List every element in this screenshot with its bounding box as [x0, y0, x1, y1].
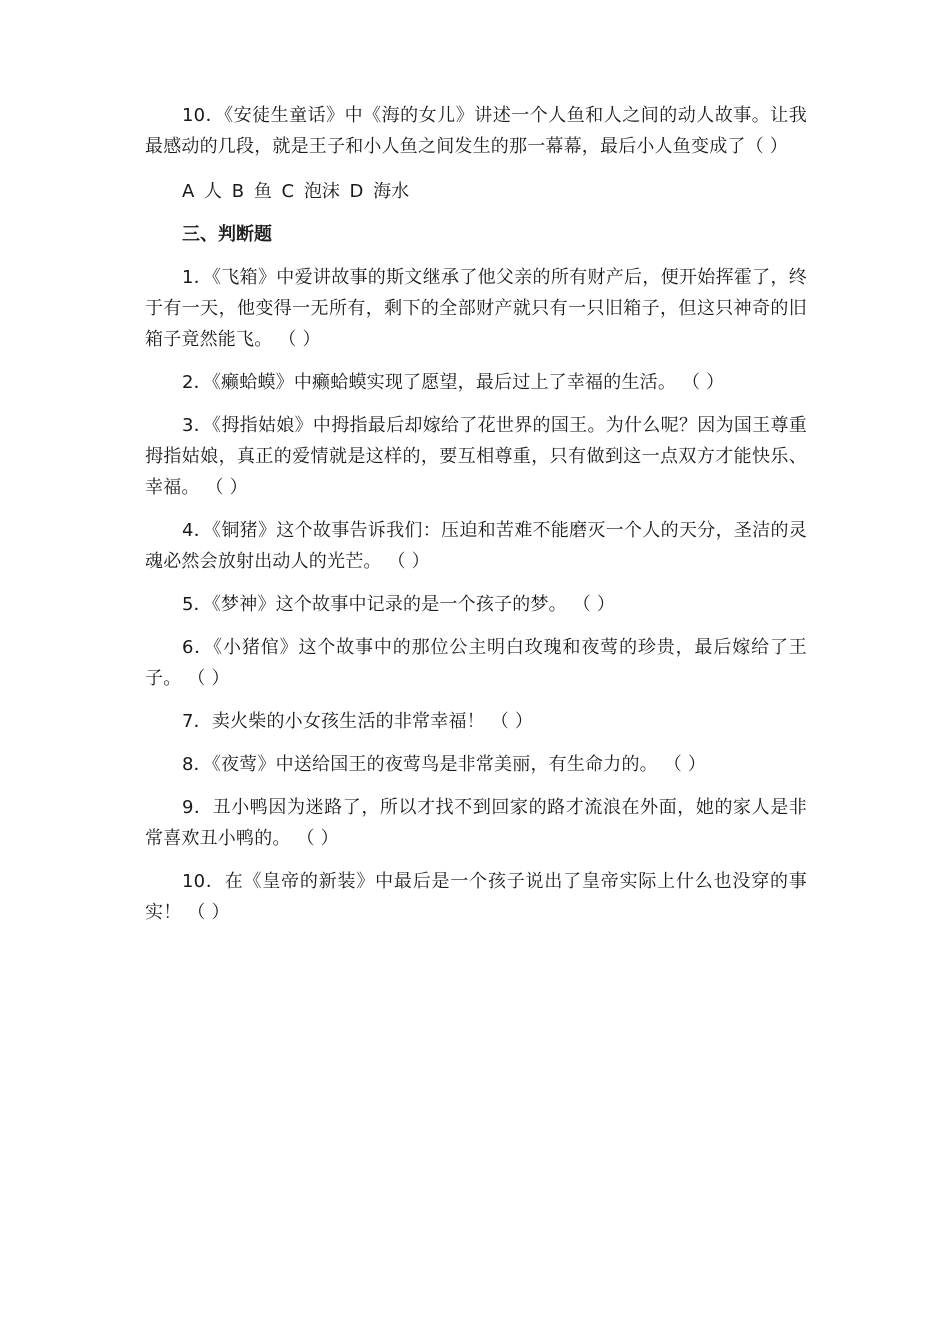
judgement-item-8: 8．《夜莺》中送给国王的夜莺鸟是非常美丽，有生命力的。 （ ） — [182, 754, 707, 775]
judgement-item-9: 9．丑小鸭因为迷路了，所以才找不到回家的路才流浪在外面，她的家人是非常喜欢丑小鸭的。 （ ） — [145, 797, 807, 849]
question-10-options: A 人 B 鱼 C 泡沫 D 海水 — [182, 181, 410, 202]
judgement-item-5: 5．《梦神》这个故事中记录的是一个孩子的梦。 （ ） — [182, 594, 616, 615]
section-heading-judgement: 三、判断题 — [182, 224, 272, 245]
judgement-item-6: 6．《小猪倌》这个故事中的那位公主明白玫瑰和夜莺的珍贵，最后嫁给了王子。 （ ） — [145, 637, 807, 689]
judgement-item-2: 2．《癞蛤蟆》中癞蛤蟆实现了愿望，最后过上了幸福的生活。 （ ） — [182, 372, 725, 393]
judgement-item-4: 4．《铜猪》这个故事告诉我们：压迫和苦难不能磨灭一个人的天分，圣洁的灵魂必然会放射出动人的光芒。 （ ） — [145, 520, 807, 572]
judgement-item-1: 1．《飞箱》中爱讲故事的斯文继承了他父亲的所有财产后，便开始挥霍了，终于有一天，他变得一无所有，剩下的全部财产就只有一只旧箱子，但这只神奇的旧箱子竟然能飞。 （ ） — [145, 267, 807, 350]
document-content — [145, 100, 807, 940]
judgement-item-3: 3．《拇指姑娘》中拇指最后却嫁给了花世界的国王。为什么呢？因为国王尊重拇指姑娘，真正的爱情就是这样的，要互相尊重，只有做到这一点双方才能快乐、幸福。 （ ） — [145, 415, 807, 498]
question-10-choice: 10．《安徒生童话》中《海的女儿》讲述一个人鱼和人之间的动人故事。让我最感动的几段，就是王子和小人鱼之间发生的那一幕幕，最后小人鱼变成了（ ） — [145, 105, 807, 157]
judgement-item-7: 7．卖火柴的小女孩生活的非常幸福！ （ ） — [182, 711, 534, 732]
judgement-item-10: 10．在《皇帝的新装》中最后是一个孩子说出了皇帝实际上什么也没穿的事实！ （ ） — [145, 871, 807, 923]
